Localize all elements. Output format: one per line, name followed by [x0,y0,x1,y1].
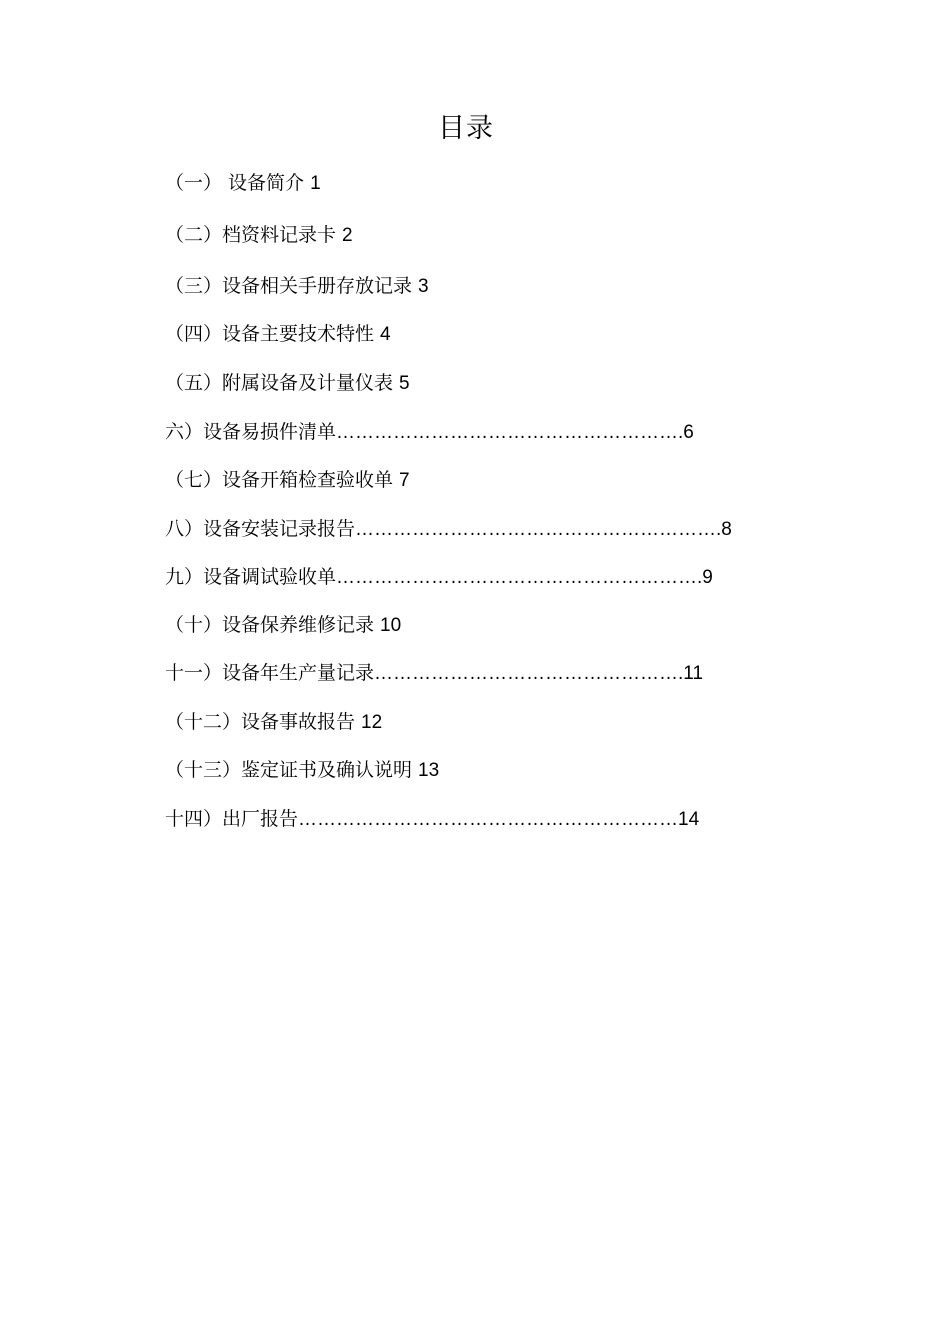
toc-entry-leader: …………………………………………. [374,663,684,684]
toc-entry-page: 5 [399,373,410,394]
toc-entry-page: 14 [678,809,700,830]
toc-entry-page: 13 [418,760,440,781]
toc-entry[interactable] [165,515,732,544]
toc-entry-page: 7 [399,470,410,491]
toc-entry[interactable] [165,369,410,398]
toc-entry-label: （四）设备主要技术特性 [165,323,381,345]
toc-entry[interactable] [165,466,410,495]
toc-title: 目录 [438,113,494,144]
toc-entry-page: 2 [342,225,353,246]
toc-entry-label: （一） 设备简介 [165,172,311,194]
toc-entry-label: （十三）鉴定证书及确认说明 [165,759,419,781]
toc-entry-page: 8 [721,519,732,540]
toc-entry[interactable] [165,756,439,785]
toc-entry-label: （十）设备保养维修记录 [165,614,381,636]
toc-entry[interactable] [165,320,391,349]
toc-entry[interactable] [165,805,699,834]
toc-entry-label: （三）设备相关手册存放记录 [165,275,419,297]
toc-entry[interactable] [165,708,382,737]
toc-entry-label: 九）设备调试验收单 [165,566,337,588]
toc-entry-leader: ………………………………………………. [336,422,684,443]
toc-entry-page: 12 [361,712,383,733]
toc-entry-page: 6 [683,422,694,443]
toc-entry[interactable] [165,221,353,250]
toc-entry-label: 六）设备易损件清单 [165,421,337,443]
toc-entry-page: 10 [380,615,402,636]
toc-entry-page: 1 [310,173,321,194]
toc-entry-label: （二）档资料记录卡 [165,224,343,246]
toc-entry-label: 八）设备安装记录报告 [165,518,356,540]
toc-entry-label: 十一）设备年生产量记录 [165,662,375,684]
toc-entry-label: （十二）设备事故报告 [165,711,362,733]
toc-entry[interactable] [165,659,703,688]
toc-entry-label: （七）设备开箱检查验收单 [165,469,400,491]
toc-entry[interactable] [165,563,713,592]
toc-entry-page: 3 [418,276,429,297]
toc-entry-page: 9 [702,567,713,588]
toc-entry-label: （五）附属设备及计量仪表 [165,372,400,394]
toc-entry-leader: …………………………………………………… [298,809,679,830]
toc-entry[interactable] [165,418,694,447]
toc-entry[interactable] [165,169,321,198]
toc-entry-page: 4 [380,324,391,345]
toc-entry[interactable] [165,611,401,640]
toc-entry-leader: …………………………………………………. [336,567,703,588]
toc-entry-page: 11 [683,663,704,684]
toc-entry-leader: …………………………………………………. [355,519,722,540]
toc-entry-label: 十四）出厂报告 [165,808,299,830]
toc-entry[interactable] [165,272,429,301]
